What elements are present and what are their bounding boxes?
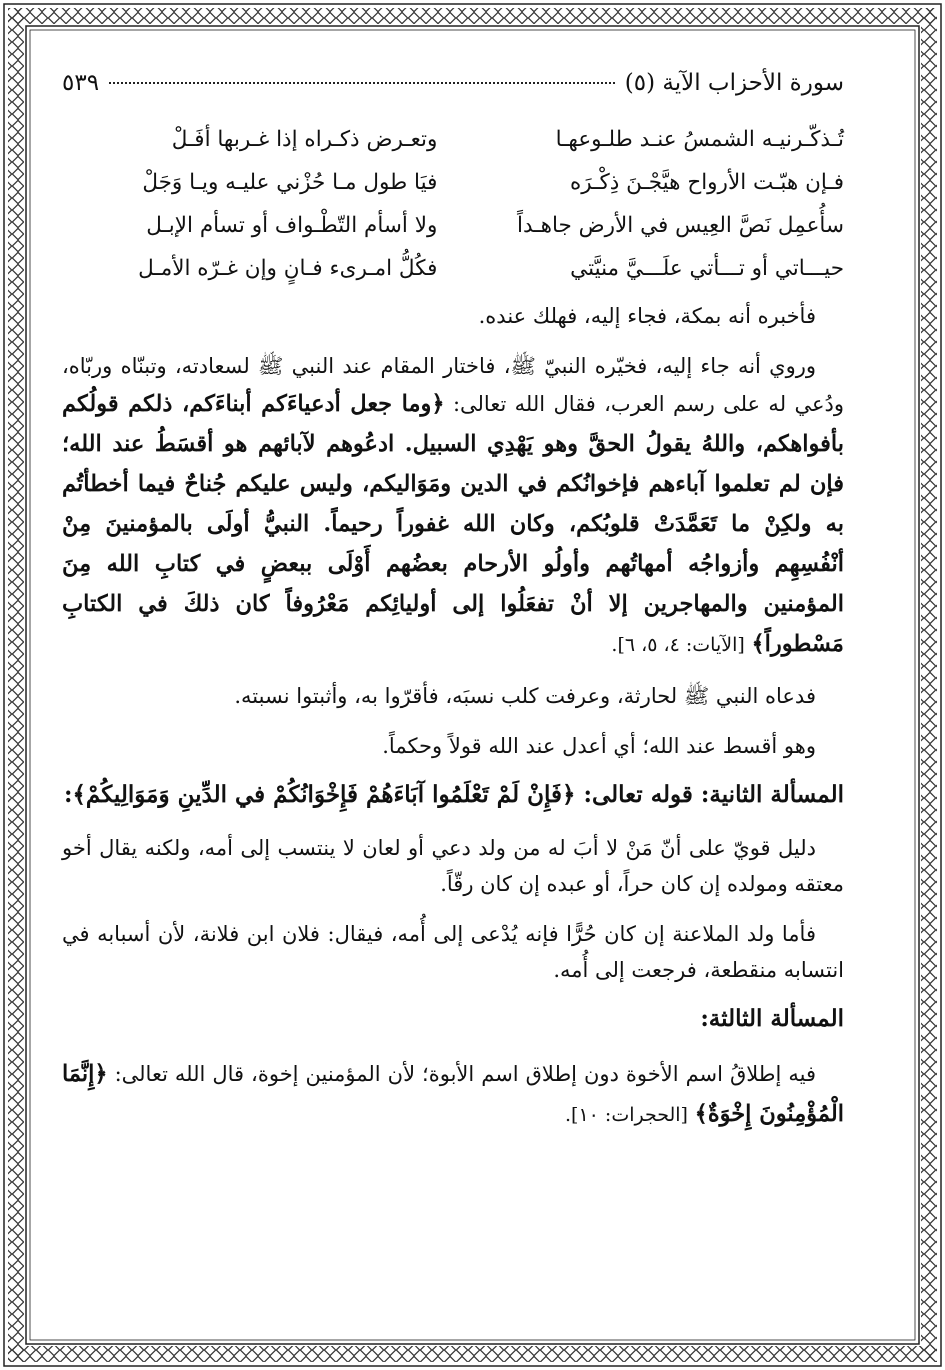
issue-heading: المسألة الثالثة: <box>700 1005 844 1032</box>
page-content <box>62 62 844 1312</box>
issue-heading <box>62 774 844 816</box>
quran-quote: ﴿فَإِنْ لَمْ تَعْلَمُوا آبَاءَهُمْ فَإِخْوَانُكُمْ في الدِّينِ وَمَوَالِيكُمْ﴾: <box>63 781 576 808</box>
verse-second-half: وتعـرض ذكـراه إذا غـربها أفَـلْ <box>171 127 438 152</box>
verse-first-half: تُـذكّـرنيـه الشمسُ عنـد طلـوعهـا <box>555 127 844 152</box>
issue-label: المسألة الثانية: قوله تعالى: <box>575 781 844 808</box>
verse-second-half: ولا أسأم التّطْـواف أو تسأم الإبـل <box>146 213 438 238</box>
header-title: سورة الأحزاب الآية (٥) <box>624 70 844 96</box>
paragraph-with-quran <box>62 348 844 664</box>
verse-reference: [الحجرات: ١٠]. <box>565 1104 688 1126</box>
poem-line <box>62 247 844 290</box>
verse-reference: [الآيات: ٤، ٥، ٦]. <box>611 634 745 656</box>
header-dots <box>109 82 615 84</box>
paragraph: فأما ولد الملاعنة إن كان حُرًّا فإنه يُدْعى إلى أُمه، فيقال: فلان ابن فلانة، لأن أسبابه في انتسابه منقطعة، فرجعت إلى أُمه. <box>62 922 844 982</box>
poem-line <box>62 161 844 204</box>
verse-second-half: فيَا طول مـا حُزْني عليـه ويـا وَجَلْ <box>142 170 438 195</box>
page-number: ٥٣٩ <box>62 70 100 96</box>
paragraph-text: وروي أنه جاء إليه، فخيّره النبيّ ﷺ، فاختار المقام عند النبي ﷺ لسعادته، وتبنّاه وربّاه، ودُعي له على رسم العرب، فقال الله تعالى: <box>62 354 844 416</box>
quran-quote: ﴿وما جعل أدعياءَكم أبناءَكم، ذلكم قولُكم بأفواهكم، واللهُ يقولُ الحقَّ وهو يَهْدِي السبيل. ادعُوهم لآبائهم هو أقسَطُ عند الله؛ فإن لم تعلموا آباءهم فإخوانُكم في الدين ومَوَاليكم، وليس عليكم جُناحٌ فيما أخطأتُم به ولكِنْ ما تَعَمَّدَتْ قلوبُكم، وكان الله غفوراً رحيماً. النبيُّ أولَى بالمؤمنينَ مِنْ أنْفُسِهِم وأزواجُه أمهاتُهم وأولُو الأرحام بعضُهم أَوْلَى ببعضٍ في كتابِ الله مِنَ المؤمنين والمهاجرين إلا أنْ تفعَلُوا إلى أوليائِكم مَعْرُوفاً كان ذلكَ في الكتابِ مَسْطوراً﴾ <box>62 391 844 657</box>
running-header <box>62 70 844 96</box>
verse-first-half: سأُعمِل نَصَّ العِيس في الأرض جاهـداً <box>517 213 844 238</box>
paragraph: وهو أقسط عند الله؛ أي أعدل عند الله قولاً وحكماً. <box>382 734 816 758</box>
poem-verses <box>62 118 844 290</box>
poem-line <box>62 204 844 247</box>
paragraph: فدعاه النبي ﷺ لحارثة، وعرفت كلب نسبَه، فأقرّوا به، وأثبتوا نسبته. <box>234 684 816 708</box>
paragraph-with-quran <box>62 1054 844 1134</box>
quran-quote: ﴿إِنَّمَا الْمُؤْمِنُونَ إِخْوَةٌ﴾ <box>62 1061 844 1127</box>
paragraph: دليل قويّ على أنّ مَنْ لا أبَ له من ولد دعي أو لعان لا ينتسب إلى أمه، ولكنه يقال أخو معتقه ومولده إن كان حراً، أو عبده إن كان رقّاً. <box>62 836 844 896</box>
paragraph-text: فيه إطلاقُ اسم الأخوة دون إطلاق اسم الأبوة؛ لأن المؤمنين إخوة، قال الله تعالى: <box>107 1062 816 1086</box>
verse-second-half: فكُلُّ امـرىء فـانٍ وإن غـرّه الأمـل <box>138 256 438 281</box>
poem-line <box>62 118 844 161</box>
verse-first-half: حيـــاتي أو تـــأتي علَـــيَّ منيَّتي <box>570 256 844 281</box>
paragraph: فأخبره أنه بمكة، فجاء إليه، فهلك عنده. <box>478 304 816 328</box>
verse-first-half: فـإن هبّـت الأرواح هيَّجْـنَ ذِكْـرَه <box>570 170 844 195</box>
